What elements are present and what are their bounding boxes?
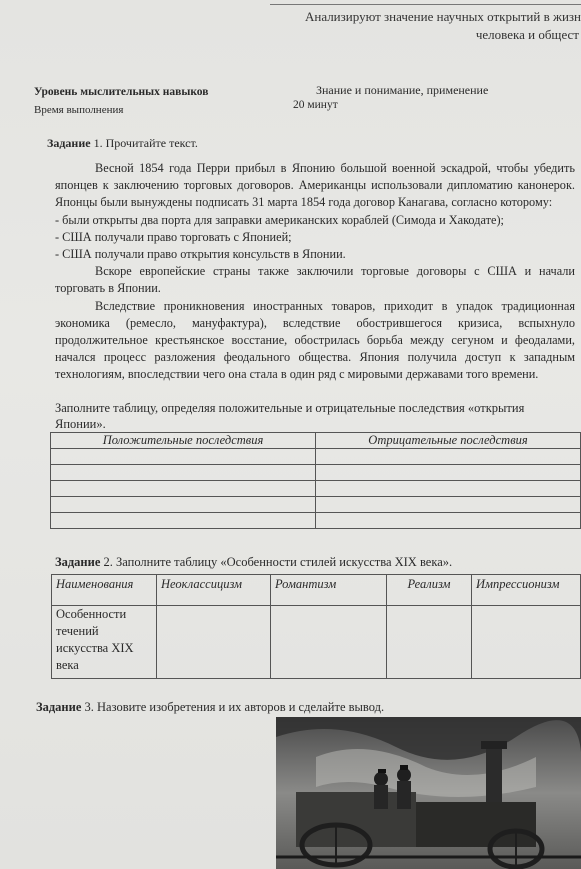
answer-cell[interactable] bbox=[51, 481, 316, 497]
answer-cell[interactable] bbox=[51, 497, 316, 513]
answer-cell[interactable] bbox=[316, 481, 581, 497]
locomotive-illustration bbox=[276, 717, 581, 869]
task-3-label: Задание bbox=[36, 700, 82, 714]
answer-cell[interactable] bbox=[316, 497, 581, 513]
paragraph: Вскоре европейские страны также заключили торговые договоры с США и начали торговать в Японии. bbox=[55, 264, 575, 296]
task-2-label: Задание bbox=[55, 555, 101, 569]
answer-cell[interactable] bbox=[271, 606, 387, 679]
consequences-table bbox=[50, 432, 581, 529]
paragraph: Весной 1854 года Перри прибыл в Японию большой военной эскадрой, чтобы убедить японцев к заключению торговых договоров. Американцы использовали дипломатию канонерок. Японцы были вынуждены подписать 31 марта 1854 года договор Канагава, согласно которому: bbox=[55, 161, 575, 210]
paragraph: Вследствие проникновения иностранных товаров, приходит в упадок традиционная экономика (ремесло, мануфактура), вследствие обострившегося кризиса, вспыхнуло продолжительное крестьянское восстание, обострилась борьба между сегуном и феодалами, начался процесс разложения феодального общества. Япония получила доступ к западным технологиям, впоследствии чего она стала в один ряд с мировыми державами того времени. bbox=[55, 298, 575, 382]
answer-cell[interactable] bbox=[157, 606, 271, 679]
top-divider-line bbox=[270, 0, 581, 5]
answer-cell[interactable] bbox=[316, 465, 581, 481]
answer-cell[interactable] bbox=[316, 513, 581, 529]
art-styles-table bbox=[51, 574, 581, 679]
time-label: Время выполнения bbox=[34, 104, 124, 116]
learning-objective bbox=[281, 8, 581, 44]
paragraph: - США получали право открытия консульств в Японии. bbox=[55, 247, 346, 262]
task-1-text bbox=[55, 160, 575, 384]
task-3-heading bbox=[36, 700, 384, 715]
level-label: Уровень мыслительных навыков bbox=[34, 86, 209, 98]
task-2-heading bbox=[55, 555, 452, 570]
time-value: 20 минут bbox=[293, 99, 338, 111]
answer-cell[interactable] bbox=[51, 449, 316, 465]
objective-line-2: человека и общест bbox=[475, 27, 579, 42]
positive-header: Положительные последствия bbox=[51, 433, 316, 449]
objective-line-1: Анализируют значение научных открытий в жизн bbox=[304, 9, 581, 24]
col-header: Реализм bbox=[387, 575, 472, 606]
task-3-title: 3. Назовите изобретения и их авторов и сделайте вывод. bbox=[81, 700, 385, 714]
answer-cell[interactable] bbox=[387, 606, 472, 679]
task-1-title: 1. Прочитайте текст. bbox=[90, 136, 198, 150]
level-value: Знание и понимание, применение bbox=[316, 83, 489, 97]
task-1-instruction: Заполните таблицу, определяя положительные и отрицательные последствия «открытия Японии». bbox=[55, 401, 525, 431]
locomotive-engraving-image bbox=[276, 717, 581, 869]
answer-cell[interactable] bbox=[51, 465, 316, 481]
answer-cell[interactable] bbox=[51, 513, 316, 529]
col-header: Импрессионизм bbox=[472, 575, 581, 606]
answer-cell[interactable] bbox=[316, 449, 581, 465]
negative-header: Отрицательные последствия bbox=[316, 433, 581, 449]
task-2-title: 2. Заполните таблицу «Особенности стилей искусства XIX века». bbox=[100, 555, 453, 569]
task-1-heading bbox=[47, 136, 198, 151]
paragraph: - были открыты два порта для заправки американских кораблей (Симода и Хакодате); bbox=[55, 212, 504, 227]
col-header: Романтизм bbox=[271, 575, 387, 606]
paragraph: - США получали право торговать с Японией; bbox=[55, 229, 292, 244]
col-header: Наименования bbox=[52, 575, 157, 606]
row-label: Особенности течений искусства XIX века bbox=[52, 606, 157, 679]
task-1-label: Задание bbox=[47, 136, 91, 150]
answer-cell[interactable] bbox=[472, 606, 581, 679]
col-header: Неоклассицизм bbox=[157, 575, 271, 606]
